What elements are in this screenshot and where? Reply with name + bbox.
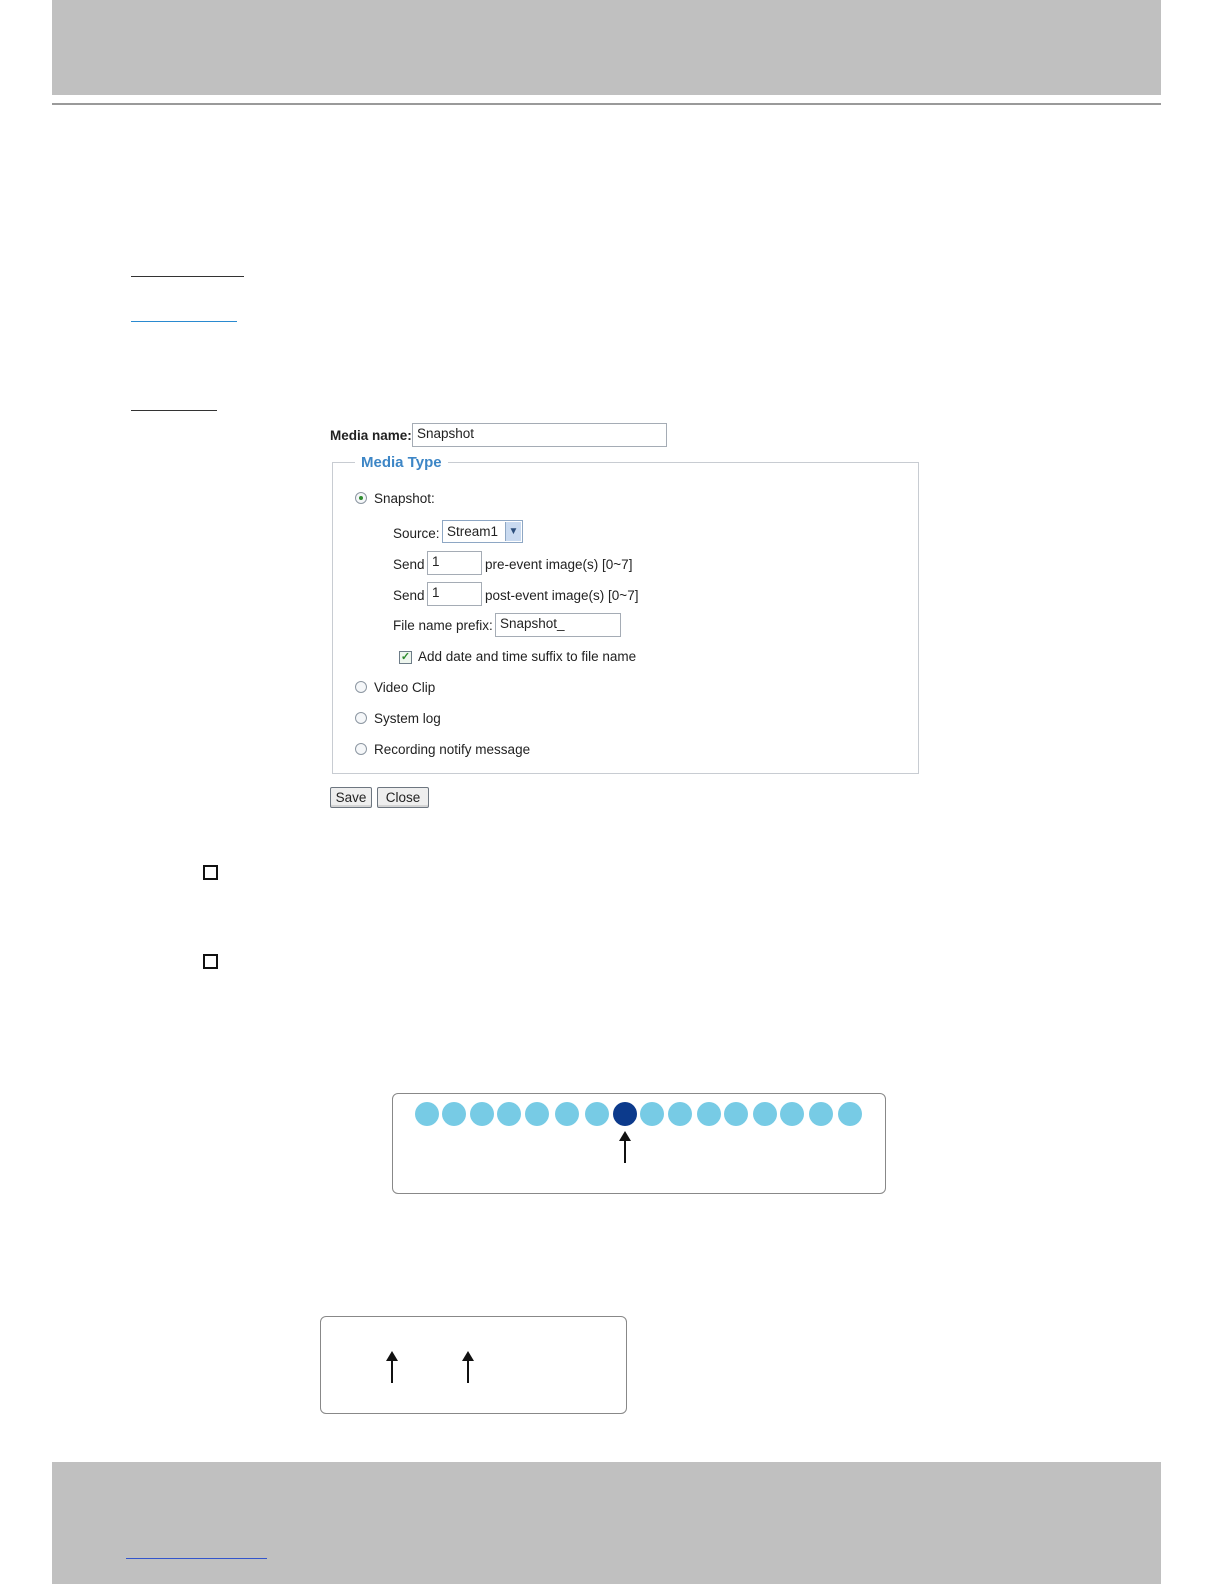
frame-dot <box>470 1102 494 1126</box>
close-button[interactable]: Close <box>377 787 429 808</box>
up-arrow-icon <box>467 1359 469 1383</box>
media-settings-dialog <box>326 418 926 818</box>
post-event-label: post-event image(s) [0~7] <box>485 588 639 603</box>
chevron-down-icon[interactable]: ▼ <box>505 522 521 541</box>
bullet-square <box>203 954 218 969</box>
frame-dot <box>442 1102 466 1126</box>
video-clip-label: Video Clip <box>374 680 436 695</box>
snapshot-label: Snapshot: <box>374 491 435 506</box>
up-arrow-icon <box>391 1359 393 1383</box>
snapshot-radio[interactable] <box>355 492 367 504</box>
media-name-input[interactable]: Snapshot <box>412 423 667 447</box>
frame-dot <box>525 1102 549 1126</box>
frame-dot <box>838 1102 862 1126</box>
suffix-checkbox-label: Add date and time suffix to file name <box>418 649 637 664</box>
frame-timeline-box <box>392 1093 886 1194</box>
up-arrow-icon <box>624 1139 626 1163</box>
link-underline[interactable] <box>131 321 237 322</box>
frame-dot <box>780 1102 804 1126</box>
file-prefix-input[interactable]: Snapshot_ <box>495 613 621 637</box>
media-type-legend: Media Type <box>355 454 448 471</box>
system-log-radio[interactable] <box>355 712 367 724</box>
footer-link-underline[interactable] <box>126 1558 267 1559</box>
frame-dot <box>753 1102 777 1126</box>
frame-dot <box>668 1102 692 1126</box>
save-button[interactable]: Save <box>330 787 372 808</box>
media-name-label: Media name: <box>330 428 412 443</box>
heading-underline <box>131 410 217 411</box>
frame-dot <box>415 1102 439 1126</box>
frame-marker-box <box>320 1316 627 1414</box>
post-event-input[interactable]: 1 <box>427 582 482 606</box>
frame-dot <box>585 1102 609 1126</box>
system-log-label: System log <box>374 711 441 726</box>
frame-dot <box>497 1102 521 1126</box>
send-label-post: Send <box>393 588 425 603</box>
recording-notify-radio[interactable] <box>355 743 367 755</box>
heading-underline <box>131 276 244 277</box>
frame-dot <box>640 1102 664 1126</box>
header-band <box>52 0 1161 95</box>
media-type-fieldset <box>332 454 919 774</box>
recording-notify-label: Recording notify message <box>374 742 531 757</box>
frame-dot <box>555 1102 579 1126</box>
frame-dot <box>809 1102 833 1126</box>
header-rule <box>52 103 1161 105</box>
send-label-pre: Send <box>393 557 425 572</box>
suffix-checkbox[interactable]: ✓ <box>400 651 411 663</box>
source-label: Source: <box>393 526 440 541</box>
video-clip-radio[interactable] <box>355 681 367 693</box>
bullet-square <box>203 865 218 880</box>
frame-dot <box>724 1102 748 1126</box>
file-prefix-label: File name prefix: <box>393 618 493 633</box>
footer-band <box>52 1462 1161 1584</box>
source-value: Stream1 <box>447 524 499 539</box>
pre-event-input[interactable]: 1 <box>427 551 482 575</box>
source-select[interactable] <box>442 520 523 543</box>
active-frame-dot <box>613 1102 637 1126</box>
pre-event-label: pre-event image(s) [0~7] <box>485 557 633 572</box>
frame-dot <box>697 1102 721 1126</box>
